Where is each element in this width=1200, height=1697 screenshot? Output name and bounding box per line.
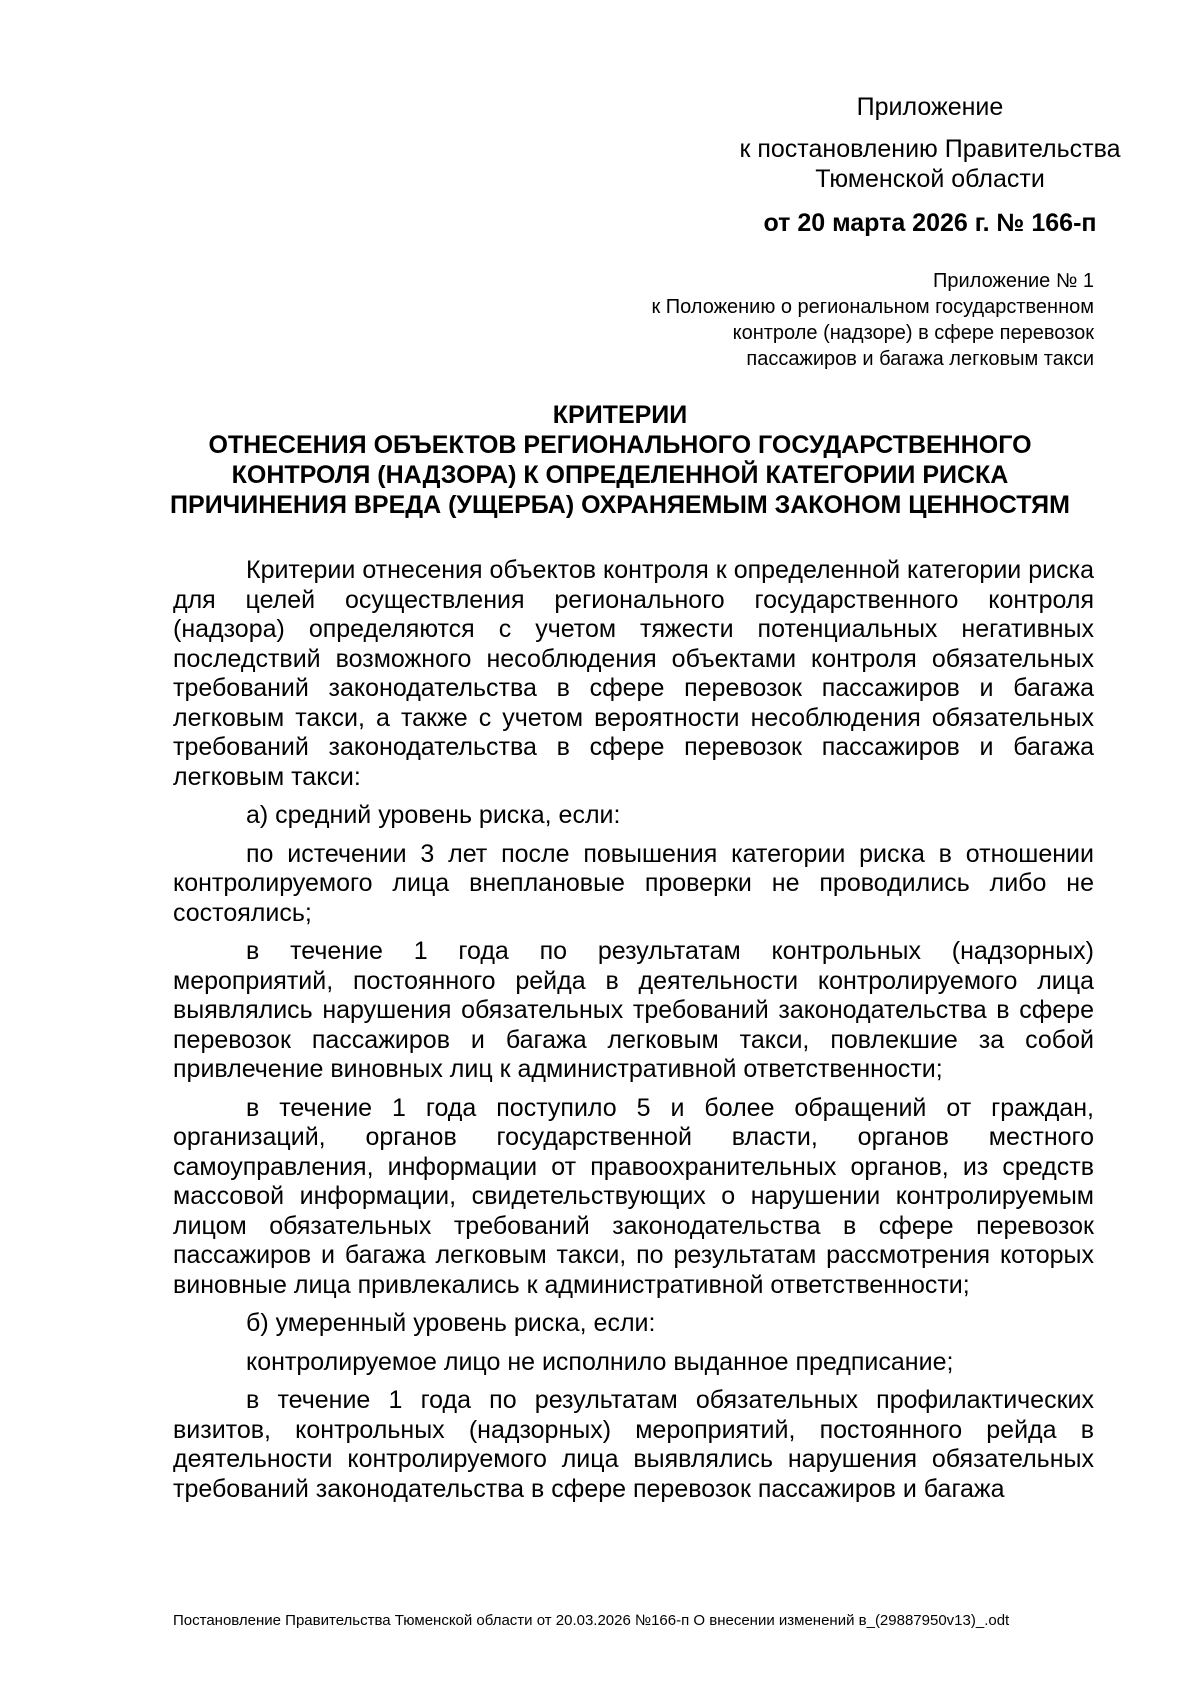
page-footer: Постановление Правительства Тюменской области от 20.03.2026 №166-п О внесении изменений в_(29887950v13)_.odt: [173, 1612, 1010, 1629]
document-body: [173, 556, 1094, 1513]
paragraph-intro: Критерии отнесения объектов контроля к определенной категории риска для целей осуществления регионального государственного контроля (надзора) определяются с учетом тяжести потенциальных негативных последствий возможного несоблюдения объектами контроля обязательных требований законодательства в сфере перевозок пассажиров и багажа легковым такси, а также с учетом вероятности несоблюдения обязательных требований законодательства в сфере перевозок пассажиров и багажа легковым такси:: [173, 556, 1094, 791]
sub-appendix-line3: контроле (надзоре) в сфере перевозок: [732, 322, 1094, 344]
appendix-to-line1: к постановлению Правительства: [739, 135, 1121, 163]
appendix-header: [690, 92, 1170, 238]
title-line1: КРИТЕРИИ: [552, 401, 688, 429]
sub-appendix-header: [574, 268, 1094, 372]
paragraph: в течение 1 года по результатам обязательных профилактических визитов, контрольных (надзорных) мероприятий, постоянного рейда в деятельности контролируемого лица выявлялись нарушения обязательных требований законодательства в сфере перевозок пассажиров и багажа: [173, 1386, 1094, 1503]
document-title: [170, 400, 1070, 520]
title-line3: КОНТРОЛЯ (НАДЗОРА) К ОПРЕДЕЛЕННОЙ КАТЕГОРИИ РИСКА: [231, 461, 1009, 489]
title-line4: ПРИЧИНЕНИЯ ВРЕДА (УЩЕРБА) ОХРАНЯЕМЫМ ЗАКОНОМ ЦЕННОСТЯМ: [170, 491, 1070, 519]
title-line2: ОТНЕСЕНИЯ ОБЪЕКТОВ РЕГИОНАЛЬНОГО ГОСУДАРСТВЕННОГО: [208, 431, 1032, 459]
sub-appendix-line2: к Положению о региональном государственном: [651, 296, 1094, 318]
appendix-to-line2: Тюменской области: [815, 165, 1045, 193]
paragraph: контролируемое лицо не исполнило выданное предписание;: [246, 1347, 954, 1376]
sub-appendix-line4: пассажиров и багажа легковым такси: [746, 348, 1094, 370]
paragraph-medium-risk-heading: а) средний уровень риска, если:: [246, 801, 621, 829]
paragraph: в течение 1 года по результатам контрольных (надзорных) мероприятий, постоянного рейда в деятельности контролируемого лица выявлялись нарушения обязательных требований законодательства в сфере перевозок пассажиров и багажа легковым такси, повлекшие за собой привлечение виновных лиц к административной ответственности;: [173, 937, 1094, 1083]
sub-appendix-line1: Приложение № 1: [933, 270, 1094, 292]
resolution-date-number: от 20 марта 2026 г. № 166-п: [763, 209, 1097, 237]
paragraph: по истечении 3 лет после повышения категории риска в отношении контролируемого лица внеплановые проверки не проводились либо не состоялись;: [173, 839, 1094, 927]
paragraph: в течение 1 года поступило 5 и более обращений от граждан, организаций, органов государственной власти, органов местного самоуправления, информации от правоохранительных органов, из средств массовой информации, свидетельствующих о нарушении контролируемым лицом обязательных требований законодательства в сфере перевозок пассажиров и багажа легковым такси, по результатам рассмотрения которых виновные лица привлекались к административной ответственности;: [173, 1093, 1094, 1299]
paragraph-moderate-risk-heading: б) умеренный уровень риска, если:: [246, 1309, 656, 1337]
appendix-label: Приложение: [856, 93, 1004, 121]
